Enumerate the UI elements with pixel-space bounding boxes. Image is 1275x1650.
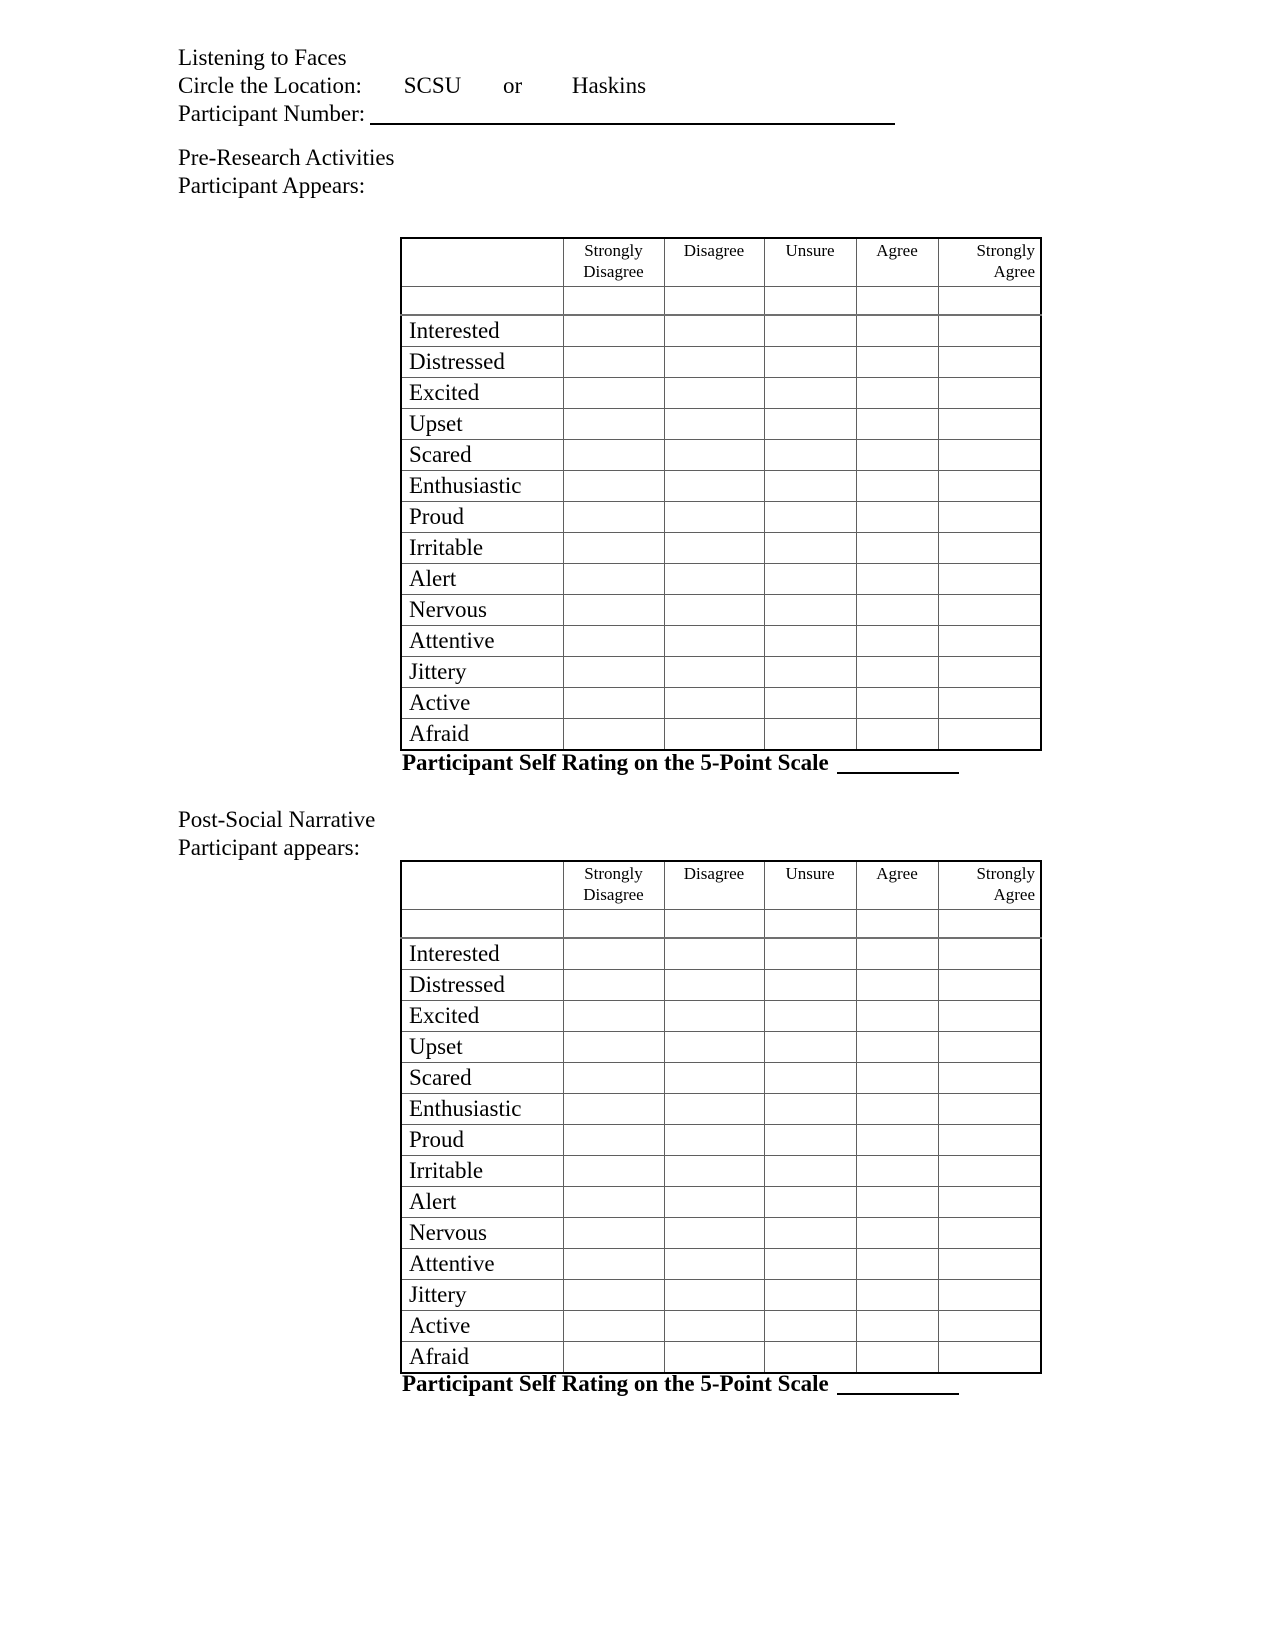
- emotion-label: Jittery: [401, 1280, 563, 1311]
- column-header: Strongly Disagree: [563, 238, 664, 287]
- column-header: Unsure: [764, 861, 856, 910]
- rating-cell[interactable]: [563, 287, 664, 316]
- corner-cell: [401, 238, 563, 287]
- rating-cell[interactable]: [764, 657, 856, 688]
- rating-cell[interactable]: [664, 1218, 764, 1249]
- rating-cell[interactable]: [764, 1094, 856, 1125]
- column-header: Strongly Agree: [938, 861, 1041, 910]
- rating-cell[interactable]: [938, 938, 1041, 970]
- post-section-title: Post-Social Narrative: [178, 807, 376, 832]
- rating-cell[interactable]: [563, 970, 664, 1001]
- emotion-label: Enthusiastic: [401, 471, 563, 502]
- column-header: Disagree: [664, 861, 764, 910]
- rating-cell[interactable]: [563, 347, 664, 378]
- emotion-label: Active: [401, 1311, 563, 1342]
- emotion-label: Nervous: [401, 595, 563, 626]
- rating-cell[interactable]: [764, 1125, 856, 1156]
- rating-cell[interactable]: [563, 1032, 664, 1063]
- rating-cell[interactable]: [664, 1249, 764, 1280]
- rating-cell[interactable]: [664, 910, 764, 939]
- rating-cell[interactable]: [664, 657, 764, 688]
- rating-cell[interactable]: [938, 970, 1041, 1001]
- emotion-row: [401, 1001, 1041, 1032]
- rating-cell[interactable]: [856, 1218, 938, 1249]
- location-or-label: or: [502, 73, 523, 98]
- location-prompt: Circle the Location:: [178, 73, 362, 98]
- column-header: Agree: [856, 861, 938, 910]
- spacer-cell: [401, 287, 563, 316]
- rating-cell[interactable]: [856, 1156, 938, 1187]
- rating-cell[interactable]: [856, 1125, 938, 1156]
- rating-cell[interactable]: [764, 1001, 856, 1032]
- rating-cell[interactable]: [563, 564, 664, 595]
- emotion-row: [401, 564, 1041, 595]
- rating-cell[interactable]: [764, 502, 856, 533]
- emotion-label: Upset: [401, 1032, 563, 1063]
- emotion-label: Alert: [401, 564, 563, 595]
- rating-cell[interactable]: [938, 1311, 1041, 1342]
- rating-cell[interactable]: [563, 1342, 664, 1374]
- rating-cell[interactable]: [664, 315, 764, 347]
- pre-rating-table: [400, 237, 1042, 751]
- emotion-label: Excited: [401, 378, 563, 409]
- emotion-row: [401, 378, 1041, 409]
- rating-cell[interactable]: [563, 595, 664, 626]
- rating-cell[interactable]: [938, 595, 1041, 626]
- rating-cell[interactable]: [856, 533, 938, 564]
- emotion-label: Proud: [401, 502, 563, 533]
- self-rating-label: Participant Self Rating on the 5-Point Scale: [402, 1371, 829, 1396]
- rating-cell[interactable]: [856, 1311, 938, 1342]
- rating-cell[interactable]: [856, 719, 938, 751]
- rating-cell[interactable]: [764, 287, 856, 316]
- rating-cell[interactable]: [764, 315, 856, 347]
- rating-cell[interactable]: [664, 626, 764, 657]
- rating-cell[interactable]: [856, 688, 938, 719]
- emotion-row: [401, 1094, 1041, 1125]
- emotion-label: Attentive: [401, 1249, 563, 1280]
- rating-cell[interactable]: [764, 1032, 856, 1063]
- emotion-row: [401, 626, 1041, 657]
- pre-section-title: Pre-Research Activities: [178, 145, 395, 170]
- post-self-rating-line: [402, 1370, 959, 1398]
- rating-cell[interactable]: [664, 440, 764, 471]
- rating-cell[interactable]: [856, 315, 938, 347]
- emotion-row: [401, 1063, 1041, 1094]
- column-header: Strongly Agree: [938, 238, 1041, 287]
- rating-cell[interactable]: [938, 719, 1041, 751]
- emotion-label: Irritable: [401, 1156, 563, 1187]
- rating-cell[interactable]: [764, 970, 856, 1001]
- emotion-row: [401, 440, 1041, 471]
- location-option-haskins[interactable]: Haskins: [571, 73, 647, 98]
- emotion-row: [401, 315, 1041, 347]
- rating-cell[interactable]: [563, 719, 664, 751]
- emotion-label: Jittery: [401, 657, 563, 688]
- rating-cell[interactable]: [856, 440, 938, 471]
- rating-cell[interactable]: [938, 1218, 1041, 1249]
- rating-cell[interactable]: [664, 1063, 764, 1094]
- column-header: Disagree: [664, 238, 764, 287]
- rating-cell[interactable]: [764, 1342, 856, 1374]
- rating-cell[interactable]: [856, 970, 938, 1001]
- rating-cell[interactable]: [664, 1125, 764, 1156]
- rating-cell[interactable]: [764, 471, 856, 502]
- rating-cell[interactable]: [856, 910, 938, 939]
- rating-cell[interactable]: [938, 440, 1041, 471]
- emotion-label: Nervous: [401, 1218, 563, 1249]
- rating-cell[interactable]: [938, 409, 1041, 440]
- rating-cell[interactable]: [563, 688, 664, 719]
- rating-cell[interactable]: [938, 564, 1041, 595]
- rating-cell[interactable]: [764, 719, 856, 751]
- rating-cell[interactable]: [938, 471, 1041, 502]
- emotion-label: Upset: [401, 409, 563, 440]
- rating-cell[interactable]: [563, 1187, 664, 1218]
- post-participant-appears-label: Participant appears:: [178, 835, 361, 860]
- rating-cell[interactable]: [764, 688, 856, 719]
- rating-cell[interactable]: [938, 1187, 1041, 1218]
- emotion-row: [401, 471, 1041, 502]
- rating-cell[interactable]: [764, 533, 856, 564]
- rating-cell[interactable]: [764, 440, 856, 471]
- rating-cell[interactable]: [563, 1311, 664, 1342]
- emotion-label: Enthusiastic: [401, 1094, 563, 1125]
- rating-cell[interactable]: [563, 1218, 664, 1249]
- emotion-label: Distressed: [401, 970, 563, 1001]
- rating-cell[interactable]: [938, 1063, 1041, 1094]
- rating-cell[interactable]: [764, 910, 856, 939]
- emotion-row: [401, 938, 1041, 970]
- emotion-label: Distressed: [401, 347, 563, 378]
- rating-cell[interactable]: [664, 378, 764, 409]
- rating-cell[interactable]: [664, 1156, 764, 1187]
- rating-cell[interactable]: [563, 938, 664, 970]
- emotion-label: Afraid: [401, 719, 563, 751]
- rating-cell[interactable]: [664, 1032, 764, 1063]
- post-section-heading: [178, 806, 375, 862]
- rating-cell[interactable]: [664, 347, 764, 378]
- pre-section-heading: [178, 144, 395, 200]
- emotion-label: Scared: [401, 440, 563, 471]
- emotion-row: [401, 409, 1041, 440]
- rating-cell[interactable]: [938, 315, 1041, 347]
- rating-cell[interactable]: [938, 1156, 1041, 1187]
- rating-cell[interactable]: [856, 1063, 938, 1094]
- emotion-label: Scared: [401, 1063, 563, 1094]
- rating-cell[interactable]: [938, 533, 1041, 564]
- emotion-row: [401, 1249, 1041, 1280]
- emotion-row: [401, 1187, 1041, 1218]
- pre-participant-appears-label: Participant Appears:: [178, 173, 366, 198]
- rating-cell[interactable]: [664, 595, 764, 626]
- column-header: Unsure: [764, 238, 856, 287]
- rating-cell[interactable]: [938, 657, 1041, 688]
- rating-cell[interactable]: [563, 409, 664, 440]
- rating-cell[interactable]: [764, 564, 856, 595]
- emotion-row: [401, 533, 1041, 564]
- participant-number-line: [178, 100, 895, 128]
- rating-cell[interactable]: [563, 1001, 664, 1032]
- rating-cell[interactable]: [563, 315, 664, 347]
- rating-cell[interactable]: [938, 1249, 1041, 1280]
- rating-cell[interactable]: [856, 1280, 938, 1311]
- self-rating-blank[interactable]: [837, 1393, 959, 1395]
- rating-cell[interactable]: [856, 657, 938, 688]
- column-header: Strongly Disagree: [563, 861, 664, 910]
- rating-cell[interactable]: [563, 1249, 664, 1280]
- rating-cell[interactable]: [664, 502, 764, 533]
- rating-cell[interactable]: [856, 595, 938, 626]
- emotion-row: [401, 970, 1041, 1001]
- rating-cell[interactable]: [764, 1187, 856, 1218]
- rating-cell[interactable]: [664, 1187, 764, 1218]
- rating-cell[interactable]: [856, 938, 938, 970]
- rating-cell[interactable]: [938, 1125, 1041, 1156]
- rating-cell[interactable]: [856, 471, 938, 502]
- rating-cell[interactable]: [664, 719, 764, 751]
- rating-cell[interactable]: [563, 1063, 664, 1094]
- rating-cell[interactable]: [764, 626, 856, 657]
- rating-cell[interactable]: [764, 1156, 856, 1187]
- form-title: Listening to Faces: [178, 45, 347, 70]
- emotion-label: Attentive: [401, 626, 563, 657]
- rating-cell[interactable]: [764, 1218, 856, 1249]
- emotion-row: [401, 502, 1041, 533]
- rating-cell[interactable]: [938, 688, 1041, 719]
- rating-cell[interactable]: [563, 1125, 664, 1156]
- rating-cell[interactable]: [764, 1311, 856, 1342]
- rating-cell[interactable]: [764, 347, 856, 378]
- spacer-cell: [401, 910, 563, 939]
- rating-cell[interactable]: [664, 1094, 764, 1125]
- rating-cell[interactable]: [856, 564, 938, 595]
- emotion-label: Proud: [401, 1125, 563, 1156]
- form-header: [178, 44, 895, 128]
- rating-cell[interactable]: [664, 471, 764, 502]
- rating-cell[interactable]: [563, 533, 664, 564]
- rating-cell[interactable]: [856, 347, 938, 378]
- rating-cell[interactable]: [664, 564, 764, 595]
- rating-cell[interactable]: [563, 1156, 664, 1187]
- rating-cell[interactable]: [856, 1001, 938, 1032]
- rating-cell[interactable]: [938, 1280, 1041, 1311]
- rating-cell[interactable]: [664, 409, 764, 440]
- rating-cell[interactable]: [856, 1094, 938, 1125]
- self-rating-label: Participant Self Rating on the 5-Point Scale: [402, 750, 829, 775]
- emotion-row: [401, 719, 1041, 751]
- emotion-row: [401, 1218, 1041, 1249]
- rating-cell[interactable]: [938, 1342, 1041, 1374]
- rating-cell[interactable]: [563, 440, 664, 471]
- rating-cell[interactable]: [563, 471, 664, 502]
- emotion-label: Interested: [401, 315, 563, 347]
- rating-cell[interactable]: [856, 287, 938, 316]
- emotion-row: [401, 1032, 1041, 1063]
- self-rating-blank[interactable]: [837, 772, 959, 774]
- rating-cell[interactable]: [664, 938, 764, 970]
- rating-cell[interactable]: [856, 1032, 938, 1063]
- rating-cell[interactable]: [563, 1094, 664, 1125]
- rating-cell[interactable]: [938, 910, 1041, 939]
- location-option-scsu[interactable]: SCSU: [403, 73, 462, 98]
- rating-cell[interactable]: [856, 1249, 938, 1280]
- rating-cell[interactable]: [938, 502, 1041, 533]
- rating-cell[interactable]: [856, 1342, 938, 1374]
- rating-cell[interactable]: [563, 626, 664, 657]
- rating-cell[interactable]: [938, 347, 1041, 378]
- corner-cell: [401, 861, 563, 910]
- rating-cell[interactable]: [764, 938, 856, 970]
- emotion-row: [401, 1342, 1041, 1374]
- emotion-label: Irritable: [401, 533, 563, 564]
- rating-cell[interactable]: [764, 378, 856, 409]
- emotion-row: [401, 347, 1041, 378]
- rating-cell[interactable]: [764, 1280, 856, 1311]
- rating-cell[interactable]: [563, 378, 664, 409]
- emotion-label: Interested: [401, 938, 563, 970]
- emotion-label: Active: [401, 688, 563, 719]
- spacer-row: [401, 910, 1041, 939]
- emotion-row: [401, 1156, 1041, 1187]
- participant-number-label: Participant Number:: [178, 101, 366, 126]
- participant-number-blank[interactable]: [370, 123, 895, 125]
- rating-cell[interactable]: [764, 1249, 856, 1280]
- table-header-row: [401, 861, 1041, 910]
- rating-cell[interactable]: [764, 409, 856, 440]
- emotion-row: [401, 657, 1041, 688]
- emotion-label: Excited: [401, 1001, 563, 1032]
- rating-cell[interactable]: [856, 626, 938, 657]
- rating-cell[interactable]: [764, 1063, 856, 1094]
- spacer-row: [401, 287, 1041, 316]
- rating-cell[interactable]: [563, 1280, 664, 1311]
- column-header: Agree: [856, 238, 938, 287]
- emotion-row: [401, 1280, 1041, 1311]
- rating-cell[interactable]: [563, 657, 664, 688]
- rating-cell[interactable]: [664, 287, 764, 316]
- rating-cell[interactable]: [938, 287, 1041, 316]
- rating-cell[interactable]: [856, 1187, 938, 1218]
- rating-cell[interactable]: [664, 1311, 764, 1342]
- emotion-label: Afraid: [401, 1342, 563, 1374]
- rating-cell[interactable]: [938, 626, 1041, 657]
- post-rating-table: [400, 860, 1042, 1374]
- location-line: [178, 72, 895, 100]
- rating-cell[interactable]: [856, 378, 938, 409]
- rating-cell[interactable]: [664, 1280, 764, 1311]
- rating-cell[interactable]: [938, 378, 1041, 409]
- rating-cell[interactable]: [938, 1032, 1041, 1063]
- rating-cell[interactable]: [664, 1001, 764, 1032]
- rating-cell[interactable]: [563, 910, 664, 939]
- rating-cell[interactable]: [664, 688, 764, 719]
- rating-cell[interactable]: [764, 595, 856, 626]
- rating-cell[interactable]: [856, 502, 938, 533]
- emotion-label: Alert: [401, 1187, 563, 1218]
- table-header-row: [401, 238, 1041, 287]
- rating-cell[interactable]: [664, 533, 764, 564]
- rating-cell[interactable]: [664, 1342, 764, 1374]
- emotion-row: [401, 1311, 1041, 1342]
- emotion-row: [401, 595, 1041, 626]
- emotion-row: [401, 688, 1041, 719]
- rating-cell[interactable]: [563, 502, 664, 533]
- pre-self-rating-line: [402, 749, 959, 777]
- rating-cell[interactable]: [938, 1001, 1041, 1032]
- rating-cell[interactable]: [856, 409, 938, 440]
- rating-cell[interactable]: [938, 1094, 1041, 1125]
- emotion-row: [401, 1125, 1041, 1156]
- rating-cell[interactable]: [664, 970, 764, 1001]
